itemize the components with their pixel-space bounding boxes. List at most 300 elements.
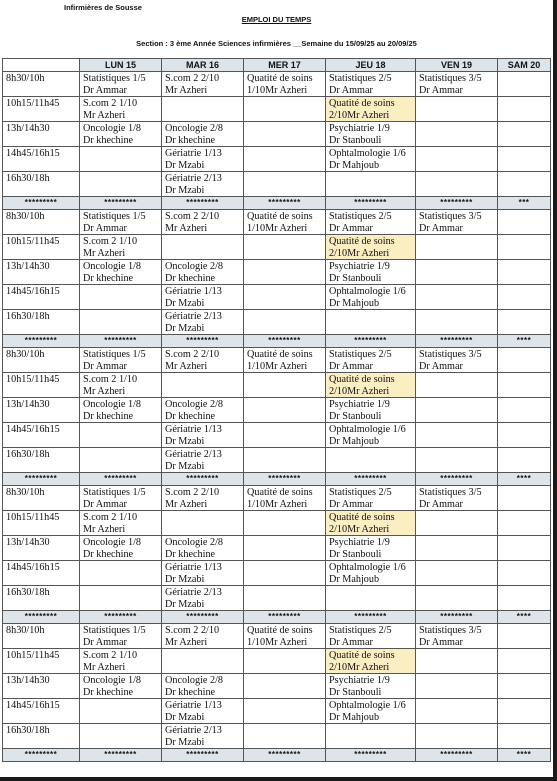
course-name: Gériatrie 2/13 <box>165 311 222 322</box>
course-cell-ven <box>416 448 498 473</box>
course-cell-sam <box>498 448 551 473</box>
course-cell-mar <box>162 210 244 235</box>
course-cell-lun <box>80 310 162 335</box>
course-cell-lun <box>80 97 162 122</box>
course-name: Psychiatrie 1/9 <box>329 537 390 548</box>
course-teacher: Dr Stanbouli <box>329 548 382 560</box>
course-cell-ven <box>416 561 498 586</box>
course-cell-lun <box>80 561 162 586</box>
course-cell-mer <box>244 172 326 197</box>
course-cell-ven <box>416 285 498 310</box>
course-teacher: Mr Azheri <box>165 360 208 372</box>
separator-cell: ********* <box>416 335 498 348</box>
course-teacher: Mr Azheri <box>165 222 208 234</box>
course-teacher: 2/10Mr Azheri <box>329 247 390 259</box>
course-cell-lun <box>80 511 162 536</box>
time-slot: 14h45/16h15 <box>3 423 80 448</box>
time-slot: 13h/14h30 <box>3 674 80 699</box>
course-name: Oncologie 2/8 <box>165 399 224 410</box>
course-name: Psychiatrie 1/9 <box>329 675 390 686</box>
schedule-row <box>3 97 551 122</box>
day-header-ven: VEN 19 <box>416 59 498 72</box>
course-cell-sam <box>498 586 551 611</box>
course-cell-lun <box>80 72 162 97</box>
course-teacher: Dr Mzabi <box>165 573 205 585</box>
course-cell-sam <box>498 172 551 197</box>
course-teacher: Dr Ammar <box>83 498 127 510</box>
course-teacher: Dr Ammar <box>419 498 463 510</box>
course-cell-mar <box>162 699 244 724</box>
time-slot: 13h/14h30 <box>3 536 80 561</box>
course-cell-mar <box>162 373 244 398</box>
day-header-mar: MAR 16 <box>162 59 244 72</box>
course-cell-ven <box>416 72 498 97</box>
time-slot: 10h15/11h45 <box>3 373 80 398</box>
course-cell-lun <box>80 674 162 699</box>
separator-cell: ********* <box>162 335 244 348</box>
course-name: Gériatrie 2/13 <box>165 449 222 460</box>
course-teacher: 2/10Mr Azheri <box>329 661 390 673</box>
course-name: Statistiques 2/5 <box>329 211 392 222</box>
course-teacher: Dr Mahjoub <box>329 711 380 723</box>
course-name: Statistiques 3/5 <box>419 73 482 84</box>
time-slot: 13h/14h30 <box>3 122 80 147</box>
course-cell-mar <box>162 97 244 122</box>
time-slot: 10h15/11h45 <box>3 235 80 260</box>
course-teacher: 1/10Mr Azheri <box>247 498 308 510</box>
course-cell-mar <box>162 724 244 749</box>
course-cell-ven <box>416 172 498 197</box>
course-cell-mar <box>162 674 244 699</box>
course-name: Quatité de soins <box>247 349 313 360</box>
separator-cell: ********* <box>244 197 326 210</box>
course-cell-mar <box>162 398 244 423</box>
separator-cell: ********* <box>244 749 326 762</box>
course-teacher: Mr Azheri <box>83 661 126 673</box>
separator-cell: ********* <box>80 611 162 624</box>
timetable-body <box>3 72 551 762</box>
course-cell-mar <box>162 448 244 473</box>
course-cell-lun <box>80 423 162 448</box>
course-name: S.com 2 1/10 <box>83 98 138 109</box>
course-cell-mer <box>244 423 326 448</box>
course-name: Oncologie 2/8 <box>165 675 224 686</box>
course-cell-jeu <box>326 649 416 674</box>
separator-row <box>3 335 551 348</box>
course-teacher: Dr Ammar <box>329 498 373 510</box>
course-cell-sam <box>498 649 551 674</box>
course-teacher: Dr Mahjoub <box>329 159 380 171</box>
course-cell-lun <box>80 398 162 423</box>
course-teacher: Dr khechine <box>165 686 216 698</box>
course-cell-sam <box>498 674 551 699</box>
day-header-sam: SAM 20 <box>498 59 551 72</box>
course-cell-sam <box>498 210 551 235</box>
course-teacher: Dr khechine <box>83 272 134 284</box>
time-slot: 8h30/10h <box>3 72 80 97</box>
course-cell-mer <box>244 536 326 561</box>
separator-cell: ********* <box>3 473 80 486</box>
course-name: S.com 2 2/10 <box>165 73 220 84</box>
course-teacher: 1/10Mr Azheri <box>247 636 308 648</box>
course-name: Statistiques 1/5 <box>83 487 146 498</box>
separator-cell: ********* <box>244 335 326 348</box>
course-cell-lun <box>80 348 162 373</box>
course-name: Quatité de soins <box>329 374 395 385</box>
course-teacher: Dr Ammar <box>83 84 127 96</box>
course-cell-mer <box>244 147 326 172</box>
course-cell-sam <box>498 310 551 335</box>
course-name: Statistiques 1/5 <box>83 349 146 360</box>
separator-cell: ********* <box>3 611 80 624</box>
course-teacher: Dr Mzabi <box>165 598 205 610</box>
course-name: Gériatrie 1/13 <box>165 700 222 711</box>
separator-cell: ********* <box>416 197 498 210</box>
schedule-row <box>3 649 551 674</box>
course-cell-mar <box>162 285 244 310</box>
course-cell-sam <box>498 235 551 260</box>
course-name: Statistiques 3/5 <box>419 349 482 360</box>
course-teacher: Dr khechine <box>83 134 134 146</box>
schedule-row <box>3 398 551 423</box>
schedule-row <box>3 586 551 611</box>
course-cell-mar <box>162 310 244 335</box>
course-name: Oncologie 1/8 <box>83 123 142 134</box>
separator-cell: ********* <box>80 197 162 210</box>
time-slot: 8h30/10h <box>3 348 80 373</box>
course-name: Statistiques 3/5 <box>419 487 482 498</box>
separator-cell: **** <box>498 611 551 624</box>
day-header-row <box>3 59 551 72</box>
course-cell-jeu <box>326 586 416 611</box>
course-teacher: Dr khechine <box>165 548 216 560</box>
course-name: Statistiques 1/5 <box>83 211 146 222</box>
course-cell-sam <box>498 348 551 373</box>
course-cell-jeu <box>326 210 416 235</box>
separator-cell: ********* <box>326 611 416 624</box>
course-cell-mer <box>244 699 326 724</box>
course-cell-sam <box>498 724 551 749</box>
course-cell-jeu <box>326 348 416 373</box>
course-cell-sam <box>498 72 551 97</box>
course-teacher: Dr Ammar <box>329 222 373 234</box>
course-cell-ven <box>416 235 498 260</box>
time-slot: 16h30/18h <box>3 448 80 473</box>
course-teacher: Dr Mahjoub <box>329 573 380 585</box>
schedule-row <box>3 348 551 373</box>
separator-cell: ********* <box>3 197 80 210</box>
course-name: S.com 2 1/10 <box>83 512 138 523</box>
course-cell-ven <box>416 486 498 511</box>
course-cell-ven <box>416 260 498 285</box>
course-cell-jeu <box>326 674 416 699</box>
course-name: Gériatrie 2/13 <box>165 725 222 736</box>
separator-cell: ********* <box>3 749 80 762</box>
course-cell-ven <box>416 210 498 235</box>
course-cell-mar <box>162 260 244 285</box>
course-cell-mer <box>244 624 326 649</box>
schedule-row <box>3 536 551 561</box>
course-name: S.com 2 2/10 <box>165 625 220 636</box>
course-cell-ven <box>416 348 498 373</box>
course-cell-mer <box>244 260 326 285</box>
course-teacher: Dr Ammar <box>329 636 373 648</box>
course-cell-mar <box>162 536 244 561</box>
course-teacher: Dr Ammar <box>83 360 127 372</box>
separator-cell: ********* <box>244 611 326 624</box>
course-name: Gériatrie 1/13 <box>165 286 222 297</box>
course-cell-jeu <box>326 699 416 724</box>
schedule-row <box>3 423 551 448</box>
course-name: Quatité de soins <box>329 512 395 523</box>
course-name: Ophtalmologie 1/6 <box>329 562 406 573</box>
course-name: Quatité de soins <box>329 98 395 109</box>
course-cell-mar <box>162 561 244 586</box>
section-subtitle: Section : 3 ème Année Sciences infirmières __Semaine du 15/09/25 au 20/09/25 <box>136 39 417 48</box>
time-slot: 14h45/16h15 <box>3 699 80 724</box>
course-name: Statistiques 2/5 <box>329 487 392 498</box>
course-cell-mer <box>244 649 326 674</box>
course-teacher: Dr Ammar <box>329 84 373 96</box>
course-cell-jeu <box>326 486 416 511</box>
schedule-row <box>3 674 551 699</box>
course-cell-lun <box>80 586 162 611</box>
course-teacher: Dr Ammar <box>329 360 373 372</box>
course-cell-mer <box>244 398 326 423</box>
course-teacher: Dr khechine <box>83 548 134 560</box>
course-cell-jeu <box>326 122 416 147</box>
course-name: S.com 2 1/10 <box>83 650 138 661</box>
course-cell-ven <box>416 674 498 699</box>
course-cell-ven <box>416 649 498 674</box>
course-cell-ven <box>416 423 498 448</box>
course-cell-ven <box>416 310 498 335</box>
separator-cell: ********* <box>3 335 80 348</box>
course-cell-mer <box>244 122 326 147</box>
course-cell-jeu <box>326 373 416 398</box>
course-name: Gériatrie 2/13 <box>165 587 222 598</box>
course-teacher: Dr khechine <box>83 686 134 698</box>
separator-row <box>3 473 551 486</box>
course-cell-mer <box>244 285 326 310</box>
time-slot: 8h30/10h <box>3 624 80 649</box>
course-cell-mar <box>162 624 244 649</box>
course-teacher: 1/10Mr Azheri <box>247 84 308 96</box>
course-teacher: Dr khechine <box>83 410 134 422</box>
course-cell-sam <box>498 122 551 147</box>
schedule-row <box>3 624 551 649</box>
separator-cell: ********* <box>244 473 326 486</box>
course-name: Statistiques 3/5 <box>419 625 482 636</box>
schedule-row <box>3 172 551 197</box>
course-cell-ven <box>416 536 498 561</box>
course-name: Oncologie 1/8 <box>83 675 142 686</box>
course-name: Statistiques 2/5 <box>329 349 392 360</box>
course-cell-mar <box>162 348 244 373</box>
separator-cell: **** <box>498 749 551 762</box>
course-cell-sam <box>498 260 551 285</box>
course-teacher: Dr Mzabi <box>165 435 205 447</box>
schedule-row <box>3 72 551 97</box>
course-name: Ophtalmologie 1/6 <box>329 424 406 435</box>
course-cell-lun <box>80 373 162 398</box>
separator-cell: ********* <box>80 473 162 486</box>
course-cell-jeu <box>326 423 416 448</box>
separator-cell: ********* <box>326 335 416 348</box>
course-name: Quatité de soins <box>247 487 313 498</box>
course-cell-sam <box>498 511 551 536</box>
course-name: Statistiques 1/5 <box>83 73 146 84</box>
schedule-row <box>3 310 551 335</box>
course-teacher: Mr Azheri <box>165 498 208 510</box>
course-cell-mar <box>162 72 244 97</box>
time-slot: 16h30/18h <box>3 310 80 335</box>
time-slot: 16h30/18h <box>3 724 80 749</box>
schedule-row <box>3 122 551 147</box>
separator-cell: ********* <box>80 749 162 762</box>
separator-cell: ********* <box>416 611 498 624</box>
course-teacher: Dr Mzabi <box>165 159 205 171</box>
time-slot: 13h/14h30 <box>3 398 80 423</box>
course-name: S.com 2 2/10 <box>165 349 220 360</box>
course-cell-lun <box>80 649 162 674</box>
page-title: EMPLOI DU TEMPS <box>241 15 312 24</box>
course-cell-lun <box>80 147 162 172</box>
institution-name: Infirmières de Sousse <box>64 3 142 12</box>
course-teacher: Mr Azheri <box>83 247 126 259</box>
course-cell-sam <box>498 373 551 398</box>
course-cell-lun <box>80 699 162 724</box>
course-cell-sam <box>498 423 551 448</box>
separator-row <box>3 197 551 210</box>
time-slot: 10h15/11h45 <box>3 649 80 674</box>
course-teacher: 2/10Mr Azheri <box>329 385 390 397</box>
course-teacher: Dr Mahjoub <box>329 297 380 309</box>
time-slot: 14h45/16h15 <box>3 561 80 586</box>
course-cell-ven <box>416 624 498 649</box>
course-name: Quatité de soins <box>329 650 395 661</box>
course-teacher: Dr Mzabi <box>165 322 205 334</box>
separator-cell: ********* <box>416 749 498 762</box>
course-teacher: Dr khechine <box>165 134 216 146</box>
course-name: Statistiques 2/5 <box>329 73 392 84</box>
course-cell-ven <box>416 511 498 536</box>
course-cell-lun <box>80 285 162 310</box>
course-name: Statistiques 1/5 <box>83 625 146 636</box>
course-cell-lun <box>80 235 162 260</box>
course-cell-mar <box>162 235 244 260</box>
course-name: Oncologie 2/8 <box>165 123 224 134</box>
course-teacher: Dr Stanbouli <box>329 686 382 698</box>
course-teacher: Dr Stanbouli <box>329 272 382 284</box>
course-name: Oncologie 2/8 <box>165 537 224 548</box>
course-cell-lun <box>80 624 162 649</box>
time-slot: 16h30/18h <box>3 586 80 611</box>
course-cell-lun <box>80 724 162 749</box>
course-cell-sam <box>498 561 551 586</box>
course-teacher: Mr Azheri <box>83 109 126 121</box>
course-cell-lun <box>80 210 162 235</box>
schedule-row <box>3 561 551 586</box>
separator-cell: **** <box>498 473 551 486</box>
course-cell-mer <box>244 310 326 335</box>
course-teacher: Dr Mzabi <box>165 711 205 723</box>
course-cell-mer <box>244 448 326 473</box>
separator-cell: ********* <box>162 197 244 210</box>
course-cell-ven <box>416 398 498 423</box>
course-cell-mer <box>244 511 326 536</box>
course-cell-sam <box>498 624 551 649</box>
course-name: Psychiatrie 1/9 <box>329 261 390 272</box>
course-cell-mer <box>244 586 326 611</box>
course-teacher: Dr Ammar <box>83 222 127 234</box>
separator-cell: ********* <box>326 749 416 762</box>
course-teacher: Dr khechine <box>165 410 216 422</box>
course-teacher: 2/10Mr Azheri <box>329 523 390 535</box>
course-name: Gériatrie 1/13 <box>165 424 222 435</box>
day-header-lun: LUN 15 <box>80 59 162 72</box>
course-teacher: Dr Ammar <box>419 636 463 648</box>
separator-cell: ********* <box>326 197 416 210</box>
course-cell-mer <box>244 348 326 373</box>
course-cell-ven <box>416 586 498 611</box>
course-cell-jeu <box>326 448 416 473</box>
course-cell-ven <box>416 97 498 122</box>
course-cell-sam <box>498 97 551 122</box>
course-name: Oncologie 1/8 <box>83 399 142 410</box>
course-teacher: Dr Stanbouli <box>329 410 382 422</box>
course-name: Quatité de soins <box>247 625 313 636</box>
course-teacher: Dr Mzabi <box>165 184 205 196</box>
course-name: Ophtalmologie 1/6 <box>329 148 406 159</box>
course-teacher: Dr Mzabi <box>165 297 205 309</box>
course-cell-mer <box>244 97 326 122</box>
separator-cell: ********* <box>162 749 244 762</box>
separator-cell: ********* <box>162 611 244 624</box>
schedule-row <box>3 373 551 398</box>
course-cell-mar <box>162 172 244 197</box>
course-name: Gériatrie 1/13 <box>165 562 222 573</box>
schedule-row <box>3 235 551 260</box>
course-cell-sam <box>498 285 551 310</box>
course-teacher: Dr Mahjoub <box>329 435 380 447</box>
schedule-row <box>3 724 551 749</box>
course-cell-mer <box>244 486 326 511</box>
course-cell-jeu <box>326 724 416 749</box>
schedule-row <box>3 147 551 172</box>
separator-row <box>3 749 551 762</box>
course-cell-sam <box>498 486 551 511</box>
course-cell-mer <box>244 373 326 398</box>
course-teacher: 1/10Mr Azheri <box>247 222 308 234</box>
course-teacher: 2/10Mr Azheri <box>329 109 390 121</box>
course-cell-mar <box>162 486 244 511</box>
course-cell-mar <box>162 649 244 674</box>
course-cell-mar <box>162 147 244 172</box>
schedule-row <box>3 285 551 310</box>
course-cell-ven <box>416 373 498 398</box>
course-name: S.com 2 1/10 <box>83 236 138 247</box>
time-slot: 14h45/16h15 <box>3 285 80 310</box>
course-cell-jeu <box>326 97 416 122</box>
course-cell-jeu <box>326 310 416 335</box>
course-name: Quatité de soins <box>329 236 395 247</box>
course-teacher: Dr Ammar <box>419 84 463 96</box>
day-header-mer: MER 17 <box>244 59 326 72</box>
course-name: Oncologie 2/8 <box>165 261 224 272</box>
course-cell-jeu <box>326 285 416 310</box>
course-name: Oncologie 1/8 <box>83 261 142 272</box>
